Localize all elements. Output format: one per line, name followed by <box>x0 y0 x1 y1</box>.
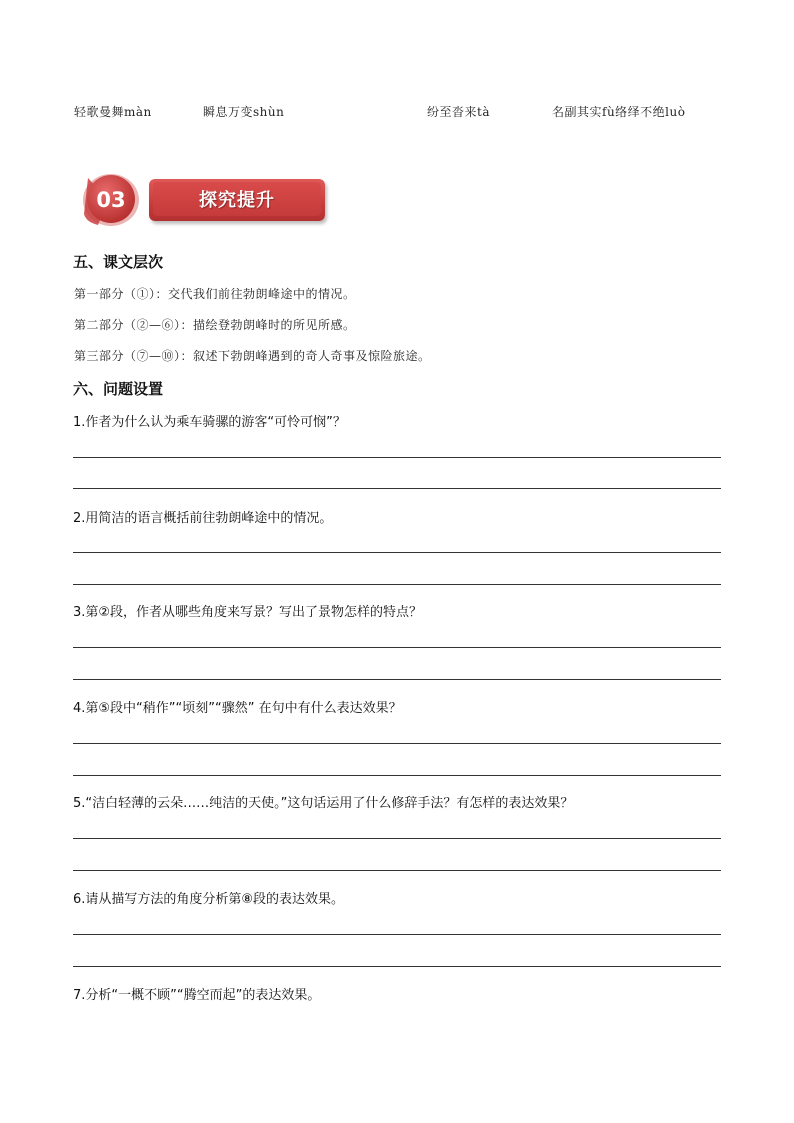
section-title-banner <box>149 179 325 221</box>
part-item: 第一部分（①）：交代我们前往勃朗峰途中的情况。 <box>74 287 356 301</box>
vocab-item: 轻歌曼舞màn <box>74 105 152 119</box>
part-item: 第三部分（⑦—⑩）：叙述下勃朗峰遇到的奇人奇事及惊险旅途。 <box>74 349 431 363</box>
answer-line[interactable] <box>73 679 721 680</box>
question-item: 1.作者为什么认为乘车骑骡的游客“可怜可悯”？ <box>73 415 346 430</box>
answer-line[interactable] <box>73 966 721 967</box>
question-item: 2.用简洁的语言概括前往勃朗峰途中的情况。 <box>73 511 333 526</box>
answer-line[interactable] <box>73 838 721 839</box>
levels-heading: 五、课文层次 <box>73 253 164 271</box>
answer-line[interactable] <box>73 934 721 935</box>
answer-line[interactable] <box>73 647 721 648</box>
answer-line[interactable] <box>73 743 721 744</box>
question-item: 5.“洁白轻薄的云朵……纯洁的天使。”这句话运用了什么修辞手法？有怎样的表达效果？ <box>73 796 574 811</box>
part-item: 第二部分（②—⑥）：描绘登勃朗峰时的所见所感。 <box>74 318 356 332</box>
question-item: 4.第⑤段中“稍作”“顷刻”“骤然” 在句中有什么表达效果？ <box>73 701 402 716</box>
answer-line[interactable] <box>73 488 721 489</box>
section-title: 探究提升 <box>199 190 275 211</box>
question-item: 7.分析“一概不顾”“腾空而起”的表达效果。 <box>73 988 321 1003</box>
answer-line[interactable] <box>73 870 721 871</box>
questions-heading: 六、问题设置 <box>73 380 164 398</box>
question-item: 6.请从描写方法的角度分析第⑧段的表达效果。 <box>73 892 345 907</box>
vocab-item: 瞬息万变shùn <box>203 105 285 119</box>
answer-line[interactable] <box>73 552 721 553</box>
answer-line[interactable] <box>73 457 721 458</box>
question-item: 3.第②段，作者从哪些角度来写景？写出了景物怎样的特点？ <box>73 605 423 620</box>
section-number-badge <box>78 170 140 228</box>
vocab-item: 纷至沓来tà <box>427 105 490 119</box>
section-number: 03 <box>96 188 126 212</box>
answer-line[interactable] <box>73 775 721 776</box>
vocab-item: 名副其实fù络绎不绝luò <box>552 105 686 119</box>
answer-line[interactable] <box>73 584 721 585</box>
